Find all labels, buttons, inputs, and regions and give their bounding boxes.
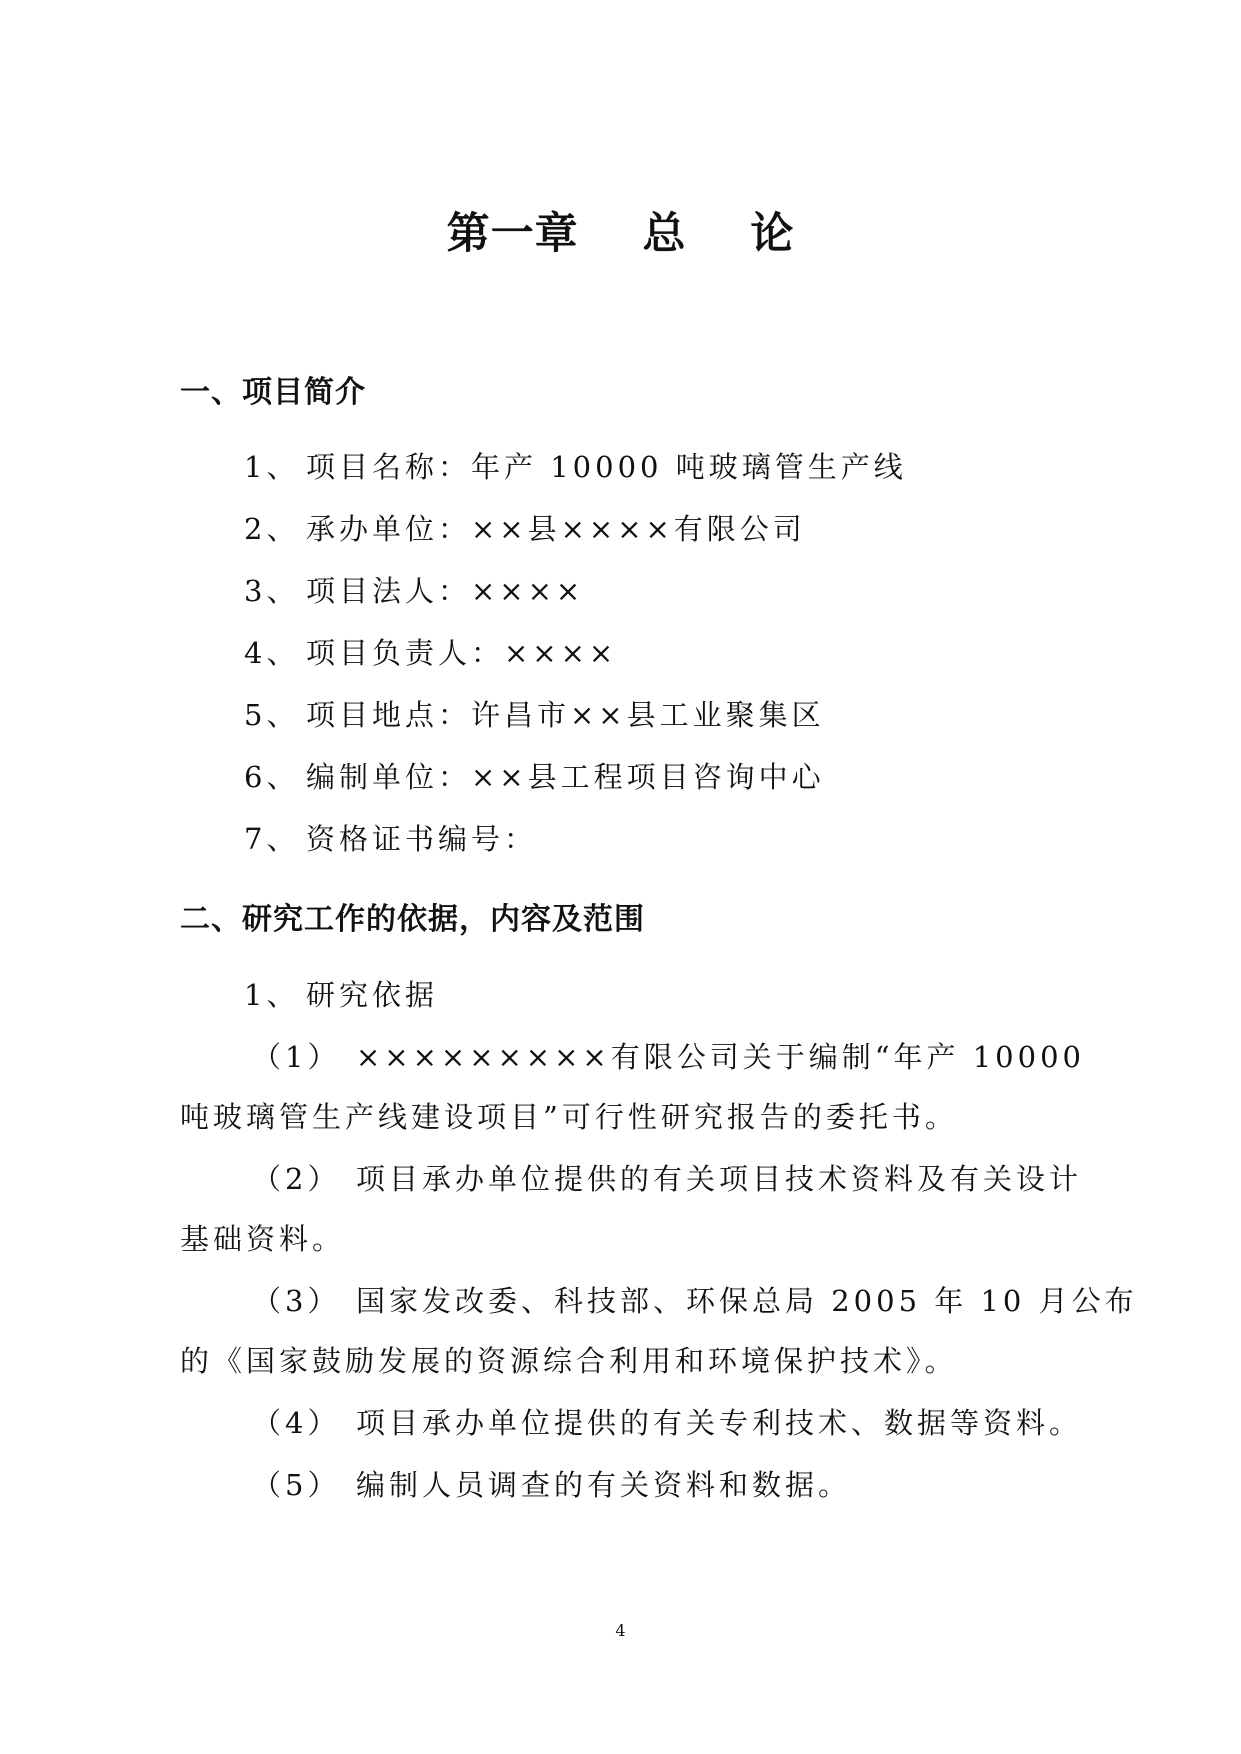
project-info-item [244,571,584,611]
chapter-title: 第一章 总 论 [446,209,795,259]
item-number: 3、 [244,574,300,608]
item-number: 5、 [244,698,300,732]
basis-paragraph-3-line-2: 的《国家鼓励发展的资源综合利用和环境保护技术》。 [180,1344,958,1378]
basis-paragraph-2-line-2: 基础资料。 [180,1222,346,1256]
item-number: 1、 [244,450,300,484]
item-text: 承办单位：××县××××有限公司 [306,512,806,546]
basis-paragraph-5 [252,1465,851,1505]
basis-paragraph-4 [252,1403,1082,1443]
project-info-item [244,757,825,797]
item-number: 6、 [244,760,300,794]
item-number: 4、 [244,636,300,670]
item-text: 项目负责人：×××× [306,636,618,670]
paragraph-text: 国家发改委、科技部、环保总局 2005 年 10 月公布 [356,1284,1138,1318]
paragraph-text: ×××××××××有限公司关于编制“年产 10000 [356,1040,1085,1074]
project-info-item [244,819,537,859]
paragraph-label: （4） [252,1406,341,1440]
subheading-number: 1、 [244,978,300,1012]
section-heading-project-intro: 一、项目简介 [180,375,366,410]
page-number: 4 [615,1621,626,1640]
project-info-item [244,509,806,549]
item-number: 7、 [244,822,300,856]
basis-paragraph-1-line-1 [252,1037,1085,1077]
project-info-item [244,447,907,487]
paragraph-label: （3） [252,1284,341,1318]
paragraph-text: 编制人员调查的有关资料和数据。 [356,1468,852,1502]
basis-paragraph-3-line-1 [252,1281,1138,1321]
basis-paragraph-1-line-2: 吨玻璃管生产线建设项目”可行性研究报告的委托书。 [180,1100,958,1134]
basis-paragraph-2-line-1 [252,1159,1082,1199]
item-number: 2、 [244,512,300,546]
subheading-text: 研究依据 [306,978,439,1012]
item-text: 项目名称：年产 10000 吨玻璃管生产线 [306,450,907,484]
paragraph-text: 项目承办单位提供的有关专利技术、数据等资料。 [356,1406,1083,1440]
project-info-item [244,695,825,735]
item-text: 项目地点：许昌市××县工业聚集区 [306,698,825,732]
project-info-item [244,633,617,673]
section-heading-research-basis: 二、研究工作的依据，内容及范围 [180,902,645,937]
paragraph-text: 项目承办单位提供的有关项目技术资料及有关设计 [356,1162,1083,1196]
paragraph-label: （5） [252,1468,341,1502]
paragraph-label: （1） [252,1040,341,1074]
item-text: 资格证书编号： [306,822,538,856]
item-text: 项目法人：×××× [306,574,585,608]
paragraph-label: （2） [252,1162,341,1196]
item-text: 编制单位：××县工程项目咨询中心 [306,760,825,794]
subheading-research-basis [244,975,438,1015]
